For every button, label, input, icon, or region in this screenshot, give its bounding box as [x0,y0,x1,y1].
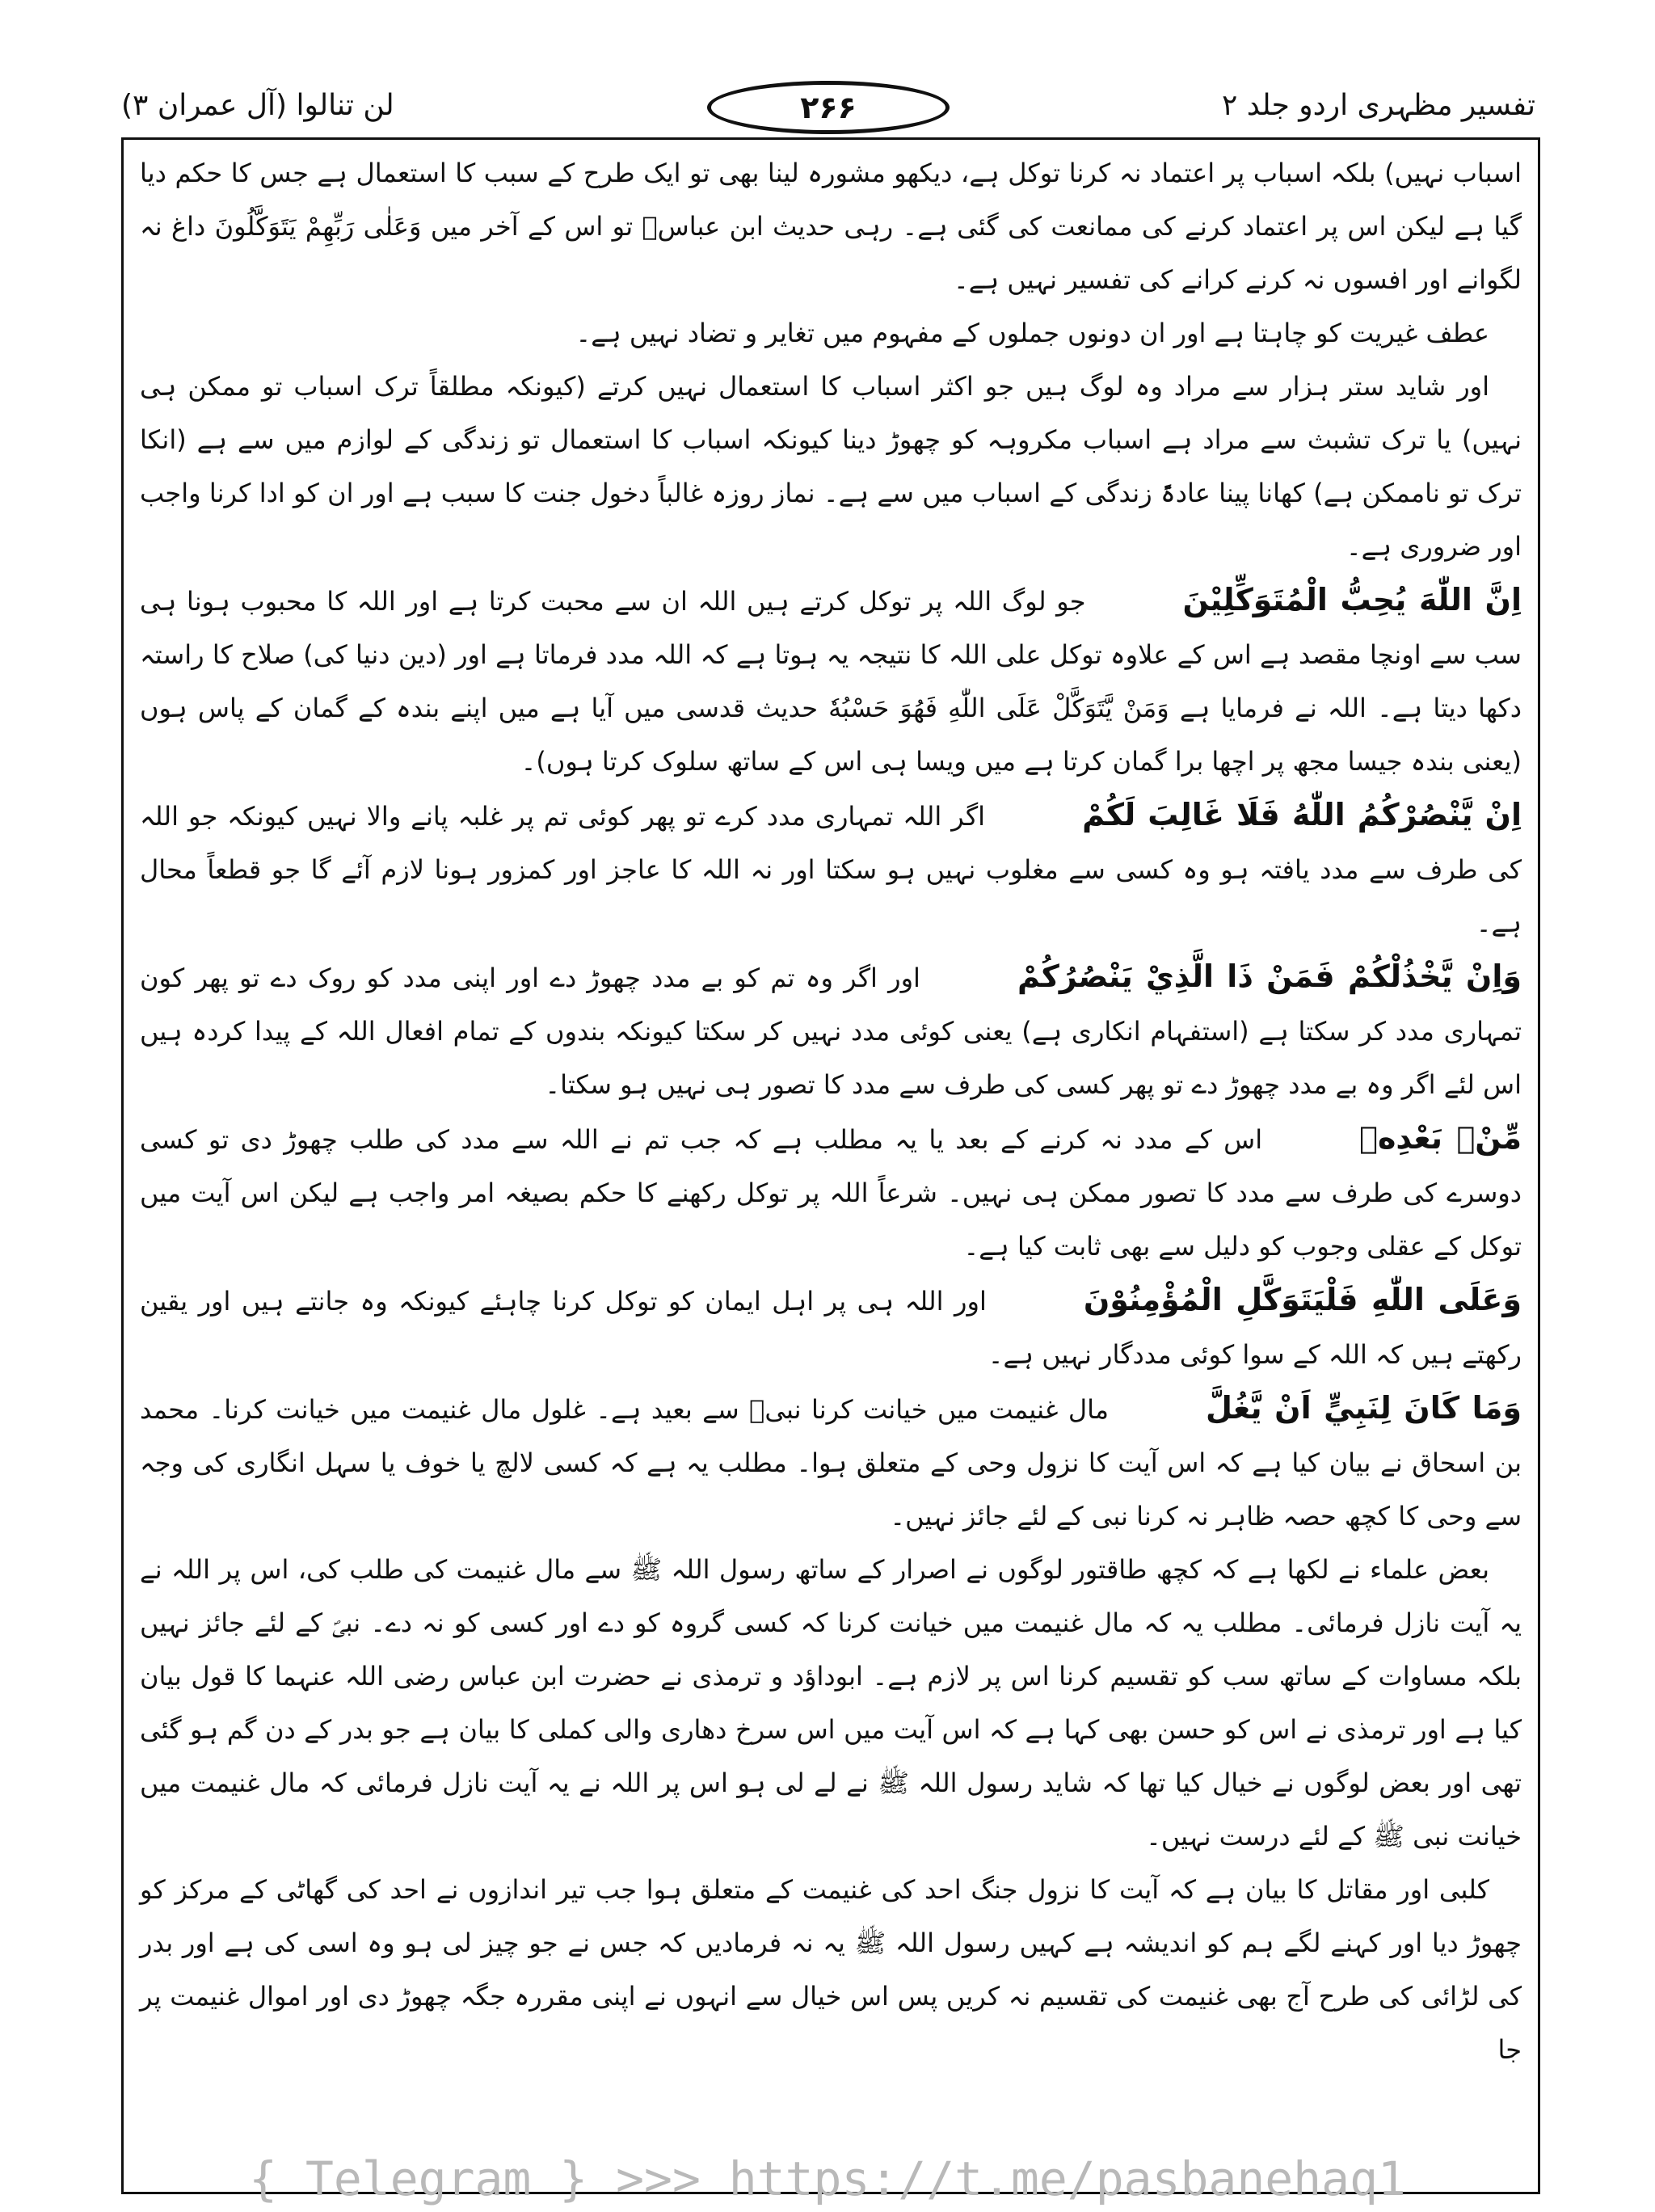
paragraph [140,146,1522,306]
footer [0,2151,1655,2211]
book-title: تفسیر مظہری اردو جلد ۲ [1221,89,1535,122]
verse-text: اِنَّ اللّٰهَ يُحِبُّ الْمُتَوَكِّلِيْنَ [1182,582,1522,617]
verse-text: اِنْ يَّنْصُرْكُمُ اللّٰهُ فَلَا غَالِبَ لَكُمْ [1082,797,1522,832]
paragraph-text: اس کے مدد نہ کرنے کے بعد یا یہ مطلب ہے کہ جب تم نے اللہ سے مدد کی طلب چھوڑ دی تو کسی دوسرے کی طرف سے مدد کا تصور ممکن ہی نہیں۔ شرعاً اللہ پر توکل رکھنے کا حکم بصیغہ امر واجب ہے لیکن اس آیت میں توکل کے عقلی وجوب کو دلیل سے بھی ثابت کیا ہے۔ [140,1124,1522,1262]
page-header [121,78,1535,142]
paragraph [140,1381,1522,1543]
paragraph-text: اگر اللہ تمہاری مدد کرے تو پھر کوئی تم پر غلبہ پانے والا نہیں کیونکہ جو اللہ کی طرف سے مدد یافتہ ہو وہ کسی سے مغلوب نہیں ہو سکتا اور نہ اللہ کا عاجز اور کمزور ہونا لازم آئے گا جو قطعاً محال ہے۔ [140,801,1522,938]
verse-text: مِّنْۢ بَعْدِهٖ [1359,1120,1522,1156]
text-frame [121,137,1540,2194]
paragraph [140,1543,1522,1863]
verse-text: وَعَلَى اللّٰهِ فَلْيَتَوَكَّلِ الْمُؤْمِنُوْنَ [1083,1282,1522,1317]
paragraph [140,950,1522,1111]
paragraph-text: کلبی اور مقاتل کا بیان ہے کہ آیت کا نزول جنگ احد کی غنیمت کے متعلق ہوا جب تیر اندازوں نے احد کی گھاٹی کے مرکز کو چھوڑ دیا اور کہنے لگے ہم کو اندیشہ ہے کہیں رسول اللہ ﷺ یہ نہ فرمادیں کہ جس نے جو چیز لی ہو وہ اسی کی ہے اور بدر کی لڑائی کی طرح آج بھی غنیمت کی تقسیم نہ کریں پس اس خیال سے انہوں نے اپنی مقررہ جگہ چھوڑ دی اور اموال غنیمت پر جا [140,1874,1522,2065]
paragraph [140,573,1522,788]
paragraph-text: عطف غیریت کو چاہتا ہے اور ان دونوں جملوں کے مفہوم میں تغایر و تضاد نہیں ہے۔ [575,318,1489,348]
paragraph-text: اسباب نہیں) بلکہ اسباب پر اعتماد نہ کرنا توکل ہے، دیکھو مشورہ لینا بھی تو ایک طرح کے سبب کا استعمال ہے جس کا حکم دیا گیا ہے لیکن اس پر اعتماد کرنے کی ممانعت کی گئی ہے۔ رہی حدیث ابن عباسؓ تو اس کے آخر میں وَعَلٰى رَبِّهِمْ يَتَوَكَّلُونَ داغ نہ لگوانے اور افسوں نہ کرنے کرانے کی تفسیر نہیں ہے۔ [140,158,1522,295]
paragraph [140,306,1522,360]
paragraph-text: جو لوگ اللہ پر توکل کرتے ہیں اللہ ان سے محبت کرتا ہے اور اللہ کا محبوب ہونا ہی سب سے اونچا مقصد ہے اس کے علاوہ توکل علی اللہ کا نتیجہ یہ ہوتا ہے کہ اللہ مدد فرماتا ہے اور (دین دنیا کی) صلاح کا راستہ دکھا دیتا ہے۔ اللہ نے فرمایا ہے وَمَنْ يَّتَوَكَّلْ عَلَى اللّٰهِ فَهُوَ حَسْبُهٗ حدیث قدسی میں آیا ہے میں اپنے بندہ کے گمان کے پاس ہوں (یعنی بندہ جیسا مجھ پر اچھا برا گمان کرتا ہے میں ویسا ہی اس کے ساتھ سلوک کرتا ہوں)۔ [140,586,1522,777]
paragraph-text: اور شاید ستر ہزار سے مراد وہ لوگ ہیں جو اکثر اسباب کا استعمال نہیں کرتے (کیونکہ مطلقاً ترک اسباب تو ممکن ہی نہیں) یا ترک تشبث سے مراد ہے اسباب مکروہہ کو چھوڑ دینا کیونکہ اسباب کا استعمال تو زندگی کے لوازم میں سے ہے (انکا ترک تو ناممکن ہے) کھانا پینا عادۃً زندگی کے اسباب میں سے ہے۔ نماز روزہ غالباً دخول جنت کا سبب ہے اور ان کو ادا کرنا واجب اور ضروری ہے۔ [140,371,1522,562]
paragraph [140,360,1522,573]
paragraph [140,788,1522,950]
verse-text: وَمَا كَانَ لِنَبِيٍّ اَنْ يَّغُلَّ [1206,1390,1522,1426]
verse-text: وَاِنْ يَّخْذُلْكُمْ فَمَنْ ذَا الَّذِيْ يَنْصُرُكُمْ [1017,959,1522,994]
section-title: لن تنالوا (آل عمران ۳) [121,89,394,122]
paragraph [140,1111,1522,1273]
paragraph-text: اور اگر وہ تم کو بے مدد چھوڑ دے اور اپنی مدد کو روک دے تو پھر کون تمہاری مدد کر سکتا ہے (استفہام انکاری ہے) یعنی کوئی مدد نہیں کر سکتا کیونکہ بندوں کے تمام افعال اللہ کے پیدا کردہ ہیں اس لئے اگر وہ بے مدد چھوڑ دے تو پھر کسی کی طرف سے مدد کا تصور ہی نہیں ہو سکتا۔ [140,963,1522,1100]
paragraph [140,1273,1522,1381]
paragraph-text: بعض علماء نے لکھا ہے کہ کچھ طاقتور لوگوں نے اصرار کے ساتھ رسول اللہ ﷺ سے مال غنیمت کی طلب کی، اس پر اللہ نے یہ آیت نازل فرمائی۔ مطلب یہ کہ مال غنیمت میں خیانت کرنا کہ کسی گروہ کو دے اور کسی کو نہ دے۔ نبیؐ کے لئے جائز نہیں بلکہ مساوات کے ساتھ سب کو تقسیم کرنا اس پر لازم ہے۔ ابوداؤد و ترمذی نے حضرت ابن عباس رضی اللہ عنہما کا قول بیان کیا ہے اور ترمذی نے اس کو حسن بھی کہا ہے کہ اس آیت میں اس سرخ دھاری والی کملی کا بیان ہے جو بدر کے دن گم ہو گئی تھی اور بعض لوگوں نے خیال کیا تھا کہ شاید رسول اللہ ﷺ نے لے لی ہو اس پر اللہ نے یہ آیت نازل فرمائی کہ مال غنیمت میں خیانت نبی ﷺ کے لئے درست نہیں۔ [140,1554,1522,1852]
paragraph [140,1863,1522,2076]
paragraph-text: مال غنیمت میں خیانت کرنا نبیؐ سے بعید ہے۔ غلول مال غنیمت میں خیانت کرنا۔ محمد بن اسحاق نے بیان کیا ہے کہ اس آیت کا نزول وحی کے متعلق ہوا۔ مطلب یہ ہے کہ کسی لالچ یا خوف یا سہل انگاری کی وجہ سے وحی کا کچھ حصہ ظاہر نہ کرنا نبی کے لئے جائز نہیں۔ [140,1394,1522,1532]
page-number: ۲۶۶ [707,81,950,134]
telegram-watermark: { Telegram } >>> https://t.me/pasbanehaq1 [249,2151,1406,2206]
paragraph-text: اور اللہ ہی پر اہل ایمان کو توکل کرنا چاہئے کیونکہ وہ جانتے ہیں اور یقین رکھتے ہیں کہ اللہ کے سوا کوئی مددگار نہیں ہے۔ [140,1286,1522,1370]
